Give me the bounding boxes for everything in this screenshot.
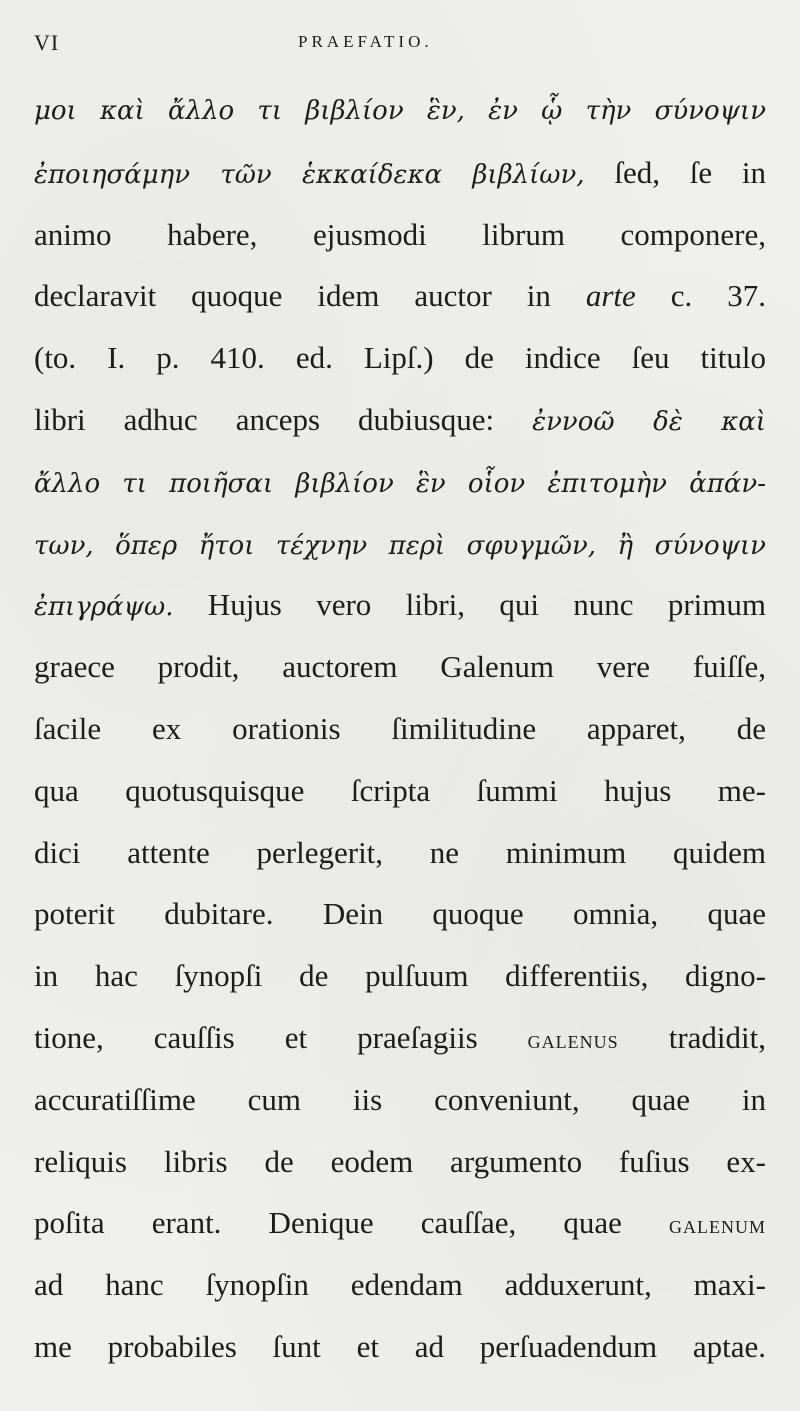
latin-text: Hujus vero libri, qui nunc primum bbox=[173, 587, 766, 623]
text-line: qua quotusquisque ſcripta ſummi hujus me- bbox=[34, 772, 766, 808]
running-head bbox=[34, 26, 766, 62]
greek-text: ἐπιγράψω. bbox=[34, 592, 174, 623]
smallcaps-text: galenum bbox=[669, 1210, 766, 1240]
page-number: VI bbox=[34, 30, 60, 55]
text-line: animo habere, ejusmodi librum componere, bbox=[34, 216, 766, 252]
text-line bbox=[34, 1013, 766, 1075]
text-line: poterit dubitare. Dein quoque omnia, quae bbox=[34, 896, 766, 932]
text-line bbox=[34, 148, 766, 210]
text-line bbox=[34, 395, 766, 457]
text-line bbox=[34, 1198, 766, 1260]
text-line bbox=[34, 519, 766, 581]
text-line: ad hanc ſynopſin edendam adduxerunt, maxi- bbox=[34, 1267, 766, 1303]
text-line: me probabiles ſunt et ad perſuadendum aptae. bbox=[34, 1328, 766, 1364]
latin-text: libri adhuc anceps dubiusque: bbox=[34, 401, 533, 437]
running-title: PRAEFATIO. bbox=[298, 32, 433, 51]
greek-text: ἐννοῶ δὲ καὶ bbox=[532, 406, 766, 437]
greek-text: ἐποιησάμην τῶν ἑκκαίδεκα βιβλίων, bbox=[34, 159, 585, 190]
latin-text: poſita erant. Denique cauſſae, quae bbox=[34, 1205, 669, 1241]
latin-text: tradidit, bbox=[618, 1019, 766, 1055]
text-line bbox=[34, 457, 766, 519]
latin-text: declaravit quoque idem auctor in bbox=[34, 278, 586, 314]
greek-text: μοι καὶ ἄλλο τι βιβλίον ἓν, ἐν ᾧ τὴν σύνοψιν bbox=[34, 96, 766, 126]
text-line: accuratiſſime cum iis conveniunt, quae in bbox=[34, 1081, 766, 1117]
latin-text: tione, cauſſis et praeſagiis bbox=[34, 1019, 528, 1055]
text-line: graece prodit, auctorem Galenum vere fuiſſe, bbox=[34, 649, 766, 685]
text-line: (to. I. p. 410. ed. Lipſ.) de indice ſeu titulo bbox=[34, 340, 766, 376]
smallcaps-text: galenus bbox=[527, 1024, 619, 1054]
text-line: reliquis libris de eodem argumento fuſius ex- bbox=[34, 1143, 766, 1179]
body-text bbox=[34, 86, 766, 1384]
text-line: in hac ſynopſi de pulſuum differentiis, digno- bbox=[34, 958, 766, 994]
latin-text: c. 37. bbox=[635, 278, 766, 314]
greek-text: των, ὅπερ ἤτοι τέχνην περὶ σφυγμῶν, ἢ σύνοψιν bbox=[34, 530, 766, 561]
latin-text: ſed, ſe in bbox=[584, 154, 766, 190]
text-line bbox=[34, 86, 766, 148]
italic-text: arte bbox=[585, 278, 636, 314]
text-line: dici attente perlegerit, ne minimum quidem bbox=[34, 834, 766, 870]
text-line: ſacile ex orationis ſimilitudine apparet, de bbox=[34, 710, 766, 746]
text-line bbox=[34, 580, 766, 642]
text-line bbox=[34, 271, 766, 333]
greek-text: ἄλλο τι ποιῆσαι βιβλίον ἓν οἷον ἐπιτομὴν ἁπάν- bbox=[34, 468, 766, 499]
